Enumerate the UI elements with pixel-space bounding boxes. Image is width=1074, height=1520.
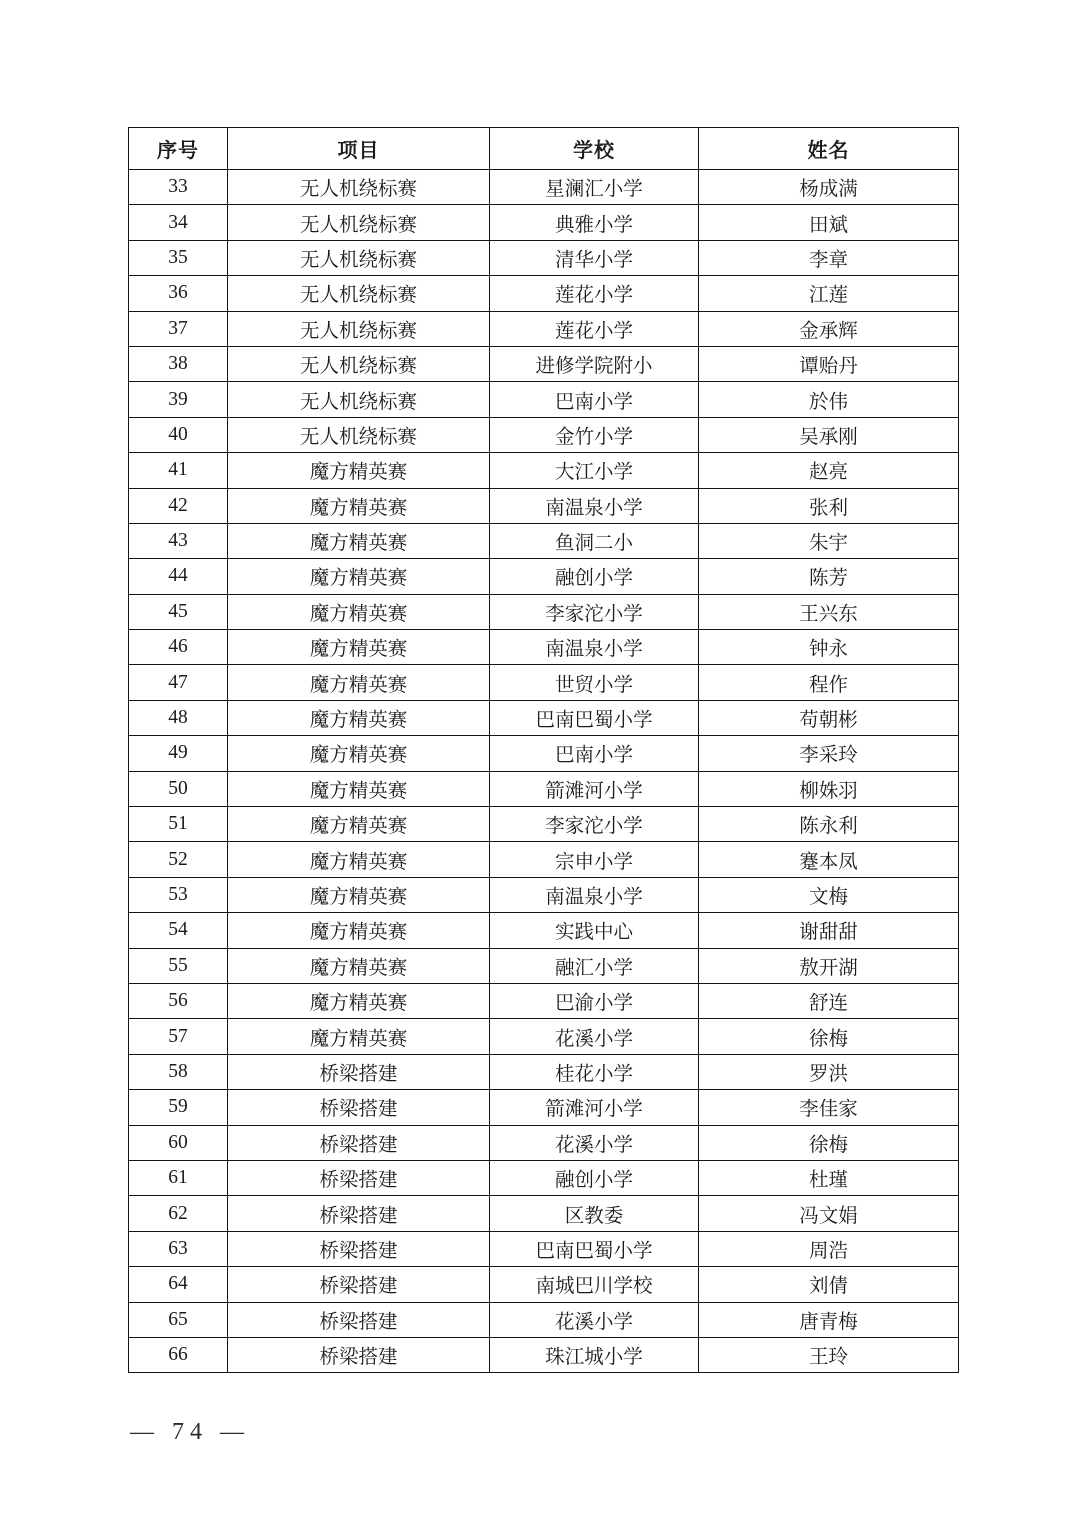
table-row <box>129 1196 959 1231</box>
cell-event: 魔方精英赛 <box>228 913 490 948</box>
cell-school: 李家沱小学 <box>490 594 699 629</box>
cell-school: 巴南小学 <box>490 382 699 417</box>
cell-name: 周浩 <box>699 1231 959 1266</box>
cell-event: 魔方精英赛 <box>228 983 490 1018</box>
cell-index: 37 <box>129 311 228 346</box>
table-row <box>129 842 959 877</box>
cell-index: 33 <box>129 170 228 205</box>
cell-event: 魔方精英赛 <box>228 523 490 558</box>
cell-school: 桂花小学 <box>490 1054 699 1089</box>
cell-index: 59 <box>129 1090 228 1125</box>
table-row <box>129 417 959 452</box>
cell-name: 谢甜甜 <box>699 913 959 948</box>
cell-index: 45 <box>129 594 228 629</box>
cell-school: 巴南巴蜀小学 <box>490 700 699 735</box>
cell-school: 融汇小学 <box>490 948 699 983</box>
cell-event: 魔方精英赛 <box>228 736 490 771</box>
cell-name: 冯文娟 <box>699 1196 959 1231</box>
table-row <box>129 736 959 771</box>
cell-name: 徐梅 <box>699 1019 959 1054</box>
cell-name: 文梅 <box>699 877 959 912</box>
cell-event: 桥梁搭建 <box>228 1267 490 1302</box>
cell-name: 徐梅 <box>699 1125 959 1160</box>
table-row <box>129 453 959 488</box>
cell-event: 桥梁搭建 <box>228 1302 490 1337</box>
cell-name: 李佳家 <box>699 1090 959 1125</box>
table-row <box>129 594 959 629</box>
cell-event: 魔方精英赛 <box>228 842 490 877</box>
table-row <box>129 877 959 912</box>
cell-name: 李采玲 <box>699 736 959 771</box>
cell-school: 箭滩河小学 <box>490 1090 699 1125</box>
cell-index: 50 <box>129 771 228 806</box>
cell-name: 唐青梅 <box>699 1302 959 1337</box>
cell-index: 34 <box>129 205 228 240</box>
cell-school: 典雅小学 <box>490 205 699 240</box>
cell-name: 王玲 <box>699 1337 959 1372</box>
cell-name: 李章 <box>699 240 959 275</box>
cell-event: 魔方精英赛 <box>228 877 490 912</box>
cell-name: 钟永 <box>699 630 959 665</box>
cell-index: 63 <box>129 1231 228 1266</box>
cell-event: 桥梁搭建 <box>228 1054 490 1089</box>
cell-event: 桥梁搭建 <box>228 1160 490 1195</box>
cell-event: 魔方精英赛 <box>228 559 490 594</box>
cell-index: 49 <box>129 736 228 771</box>
cell-index: 40 <box>129 417 228 452</box>
table-row <box>129 665 959 700</box>
cell-name: 舒连 <box>699 983 959 1018</box>
cell-event: 桥梁搭建 <box>228 1125 490 1160</box>
cell-index: 48 <box>129 700 228 735</box>
table-row <box>129 240 959 275</box>
table-row <box>129 1019 959 1054</box>
participants-table <box>128 127 959 1373</box>
cell-school: 箭滩河小学 <box>490 771 699 806</box>
table-row <box>129 1125 959 1160</box>
cell-event: 魔方精英赛 <box>228 630 490 665</box>
cell-event: 桥梁搭建 <box>228 1337 490 1372</box>
cell-event: 无人机绕标赛 <box>228 240 490 275</box>
cell-school: 宗申小学 <box>490 842 699 877</box>
cell-event: 无人机绕标赛 <box>228 346 490 381</box>
cell-school: 李家沱小学 <box>490 807 699 842</box>
cell-name: 罗洪 <box>699 1054 959 1089</box>
header-school: 学校 <box>490 128 699 170</box>
cell-event: 无人机绕标赛 <box>228 417 490 452</box>
cell-name: 朱宇 <box>699 523 959 558</box>
cell-name: 苟朝彬 <box>699 700 959 735</box>
cell-name: 谭贻丹 <box>699 346 959 381</box>
cell-event: 魔方精英赛 <box>228 700 490 735</box>
table-row <box>129 700 959 735</box>
cell-school: 南城巴川学校 <box>490 1267 699 1302</box>
table-row <box>129 1231 959 1266</box>
cell-index: 36 <box>129 276 228 311</box>
table-row <box>129 1267 959 1302</box>
table-row <box>129 983 959 1018</box>
cell-school: 实践中心 <box>490 913 699 948</box>
cell-school: 南温泉小学 <box>490 488 699 523</box>
cell-school: 莲花小学 <box>490 276 699 311</box>
header-event: 项目 <box>228 128 490 170</box>
table-row <box>129 205 959 240</box>
header-name: 姓名 <box>699 128 959 170</box>
cell-school: 莲花小学 <box>490 311 699 346</box>
cell-event: 无人机绕标赛 <box>228 382 490 417</box>
cell-name: 於伟 <box>699 382 959 417</box>
cell-name: 张利 <box>699 488 959 523</box>
cell-school: 融创小学 <box>490 559 699 594</box>
cell-name: 刘倩 <box>699 1267 959 1302</box>
table-row <box>129 1054 959 1089</box>
cell-school: 星澜汇小学 <box>490 170 699 205</box>
cell-school: 巴南巴蜀小学 <box>490 1231 699 1266</box>
cell-event: 桥梁搭建 <box>228 1196 490 1231</box>
cell-event: 魔方精英赛 <box>228 948 490 983</box>
cell-event: 无人机绕标赛 <box>228 311 490 346</box>
table-header <box>129 128 959 170</box>
table-row <box>129 771 959 806</box>
table-row <box>129 523 959 558</box>
cell-school: 金竹小学 <box>490 417 699 452</box>
cell-index: 61 <box>129 1160 228 1195</box>
cell-name: 王兴东 <box>699 594 959 629</box>
table-row <box>129 1090 959 1125</box>
table-row <box>129 807 959 842</box>
cell-index: 54 <box>129 913 228 948</box>
cell-index: 46 <box>129 630 228 665</box>
cell-index: 52 <box>129 842 228 877</box>
cell-event: 无人机绕标赛 <box>228 276 490 311</box>
table-row <box>129 948 959 983</box>
cell-index: 47 <box>129 665 228 700</box>
cell-name: 陈永利 <box>699 807 959 842</box>
cell-index: 51 <box>129 807 228 842</box>
table-row <box>129 559 959 594</box>
cell-event: 桥梁搭建 <box>228 1231 490 1266</box>
table-row <box>129 1160 959 1195</box>
table-row <box>129 346 959 381</box>
cell-school: 南温泉小学 <box>490 877 699 912</box>
cell-name: 吴承刚 <box>699 417 959 452</box>
cell-name: 田斌 <box>699 205 959 240</box>
cell-index: 39 <box>129 382 228 417</box>
cell-event: 无人机绕标赛 <box>228 170 490 205</box>
cell-index: 66 <box>129 1337 228 1372</box>
table-row <box>129 170 959 205</box>
cell-index: 44 <box>129 559 228 594</box>
cell-school: 大江小学 <box>490 453 699 488</box>
cell-school: 巴渝小学 <box>490 983 699 1018</box>
cell-name: 柳姝羽 <box>699 771 959 806</box>
cell-index: 65 <box>129 1302 228 1337</box>
cell-event: 无人机绕标赛 <box>228 205 490 240</box>
table-row <box>129 488 959 523</box>
cell-name: 赵亮 <box>699 453 959 488</box>
cell-school: 融创小学 <box>490 1160 699 1195</box>
cell-name: 杨成满 <box>699 170 959 205</box>
cell-index: 57 <box>129 1019 228 1054</box>
cell-index: 42 <box>129 488 228 523</box>
table-row <box>129 276 959 311</box>
page-number: — 74 — <box>130 1419 250 1445</box>
cell-index: 43 <box>129 523 228 558</box>
cell-school: 清华小学 <box>490 240 699 275</box>
cell-event: 魔方精英赛 <box>228 453 490 488</box>
cell-school: 花溪小学 <box>490 1125 699 1160</box>
cell-index: 53 <box>129 877 228 912</box>
cell-event: 魔方精英赛 <box>228 665 490 700</box>
cell-name: 敖开湖 <box>699 948 959 983</box>
cell-event: 魔方精英赛 <box>228 594 490 629</box>
cell-index: 41 <box>129 453 228 488</box>
cell-index: 64 <box>129 1267 228 1302</box>
cell-index: 56 <box>129 983 228 1018</box>
cell-name: 金承辉 <box>699 311 959 346</box>
cell-index: 60 <box>129 1125 228 1160</box>
table-row <box>129 1302 959 1337</box>
cell-school: 巴南小学 <box>490 736 699 771</box>
cell-school: 南温泉小学 <box>490 630 699 665</box>
table-row <box>129 382 959 417</box>
cell-index: 38 <box>129 346 228 381</box>
cell-school: 花溪小学 <box>490 1302 699 1337</box>
cell-name: 陈芳 <box>699 559 959 594</box>
table-row <box>129 1337 959 1372</box>
cell-school: 鱼洞二小 <box>490 523 699 558</box>
cell-school: 进修学院附小 <box>490 346 699 381</box>
cell-name: 江莲 <box>699 276 959 311</box>
cell-index: 35 <box>129 240 228 275</box>
cell-index: 58 <box>129 1054 228 1089</box>
cell-school: 珠江城小学 <box>490 1337 699 1372</box>
cell-school: 花溪小学 <box>490 1019 699 1054</box>
cell-school: 世贸小学 <box>490 665 699 700</box>
cell-event: 魔方精英赛 <box>228 1019 490 1054</box>
table-row <box>129 630 959 665</box>
cell-school: 区教委 <box>490 1196 699 1231</box>
table-body <box>129 170 959 1373</box>
cell-name: 蹇本凤 <box>699 842 959 877</box>
cell-event: 魔方精英赛 <box>228 488 490 523</box>
header-index: 序号 <box>129 128 228 170</box>
cell-event: 魔方精英赛 <box>228 771 490 806</box>
cell-event: 桥梁搭建 <box>228 1090 490 1125</box>
cell-index: 55 <box>129 948 228 983</box>
cell-name: 杜瑾 <box>699 1160 959 1195</box>
table-row <box>129 913 959 948</box>
cell-index: 62 <box>129 1196 228 1231</box>
table-row <box>129 311 959 346</box>
header-row <box>129 128 959 170</box>
cell-name: 程作 <box>699 665 959 700</box>
cell-event: 魔方精英赛 <box>228 807 490 842</box>
